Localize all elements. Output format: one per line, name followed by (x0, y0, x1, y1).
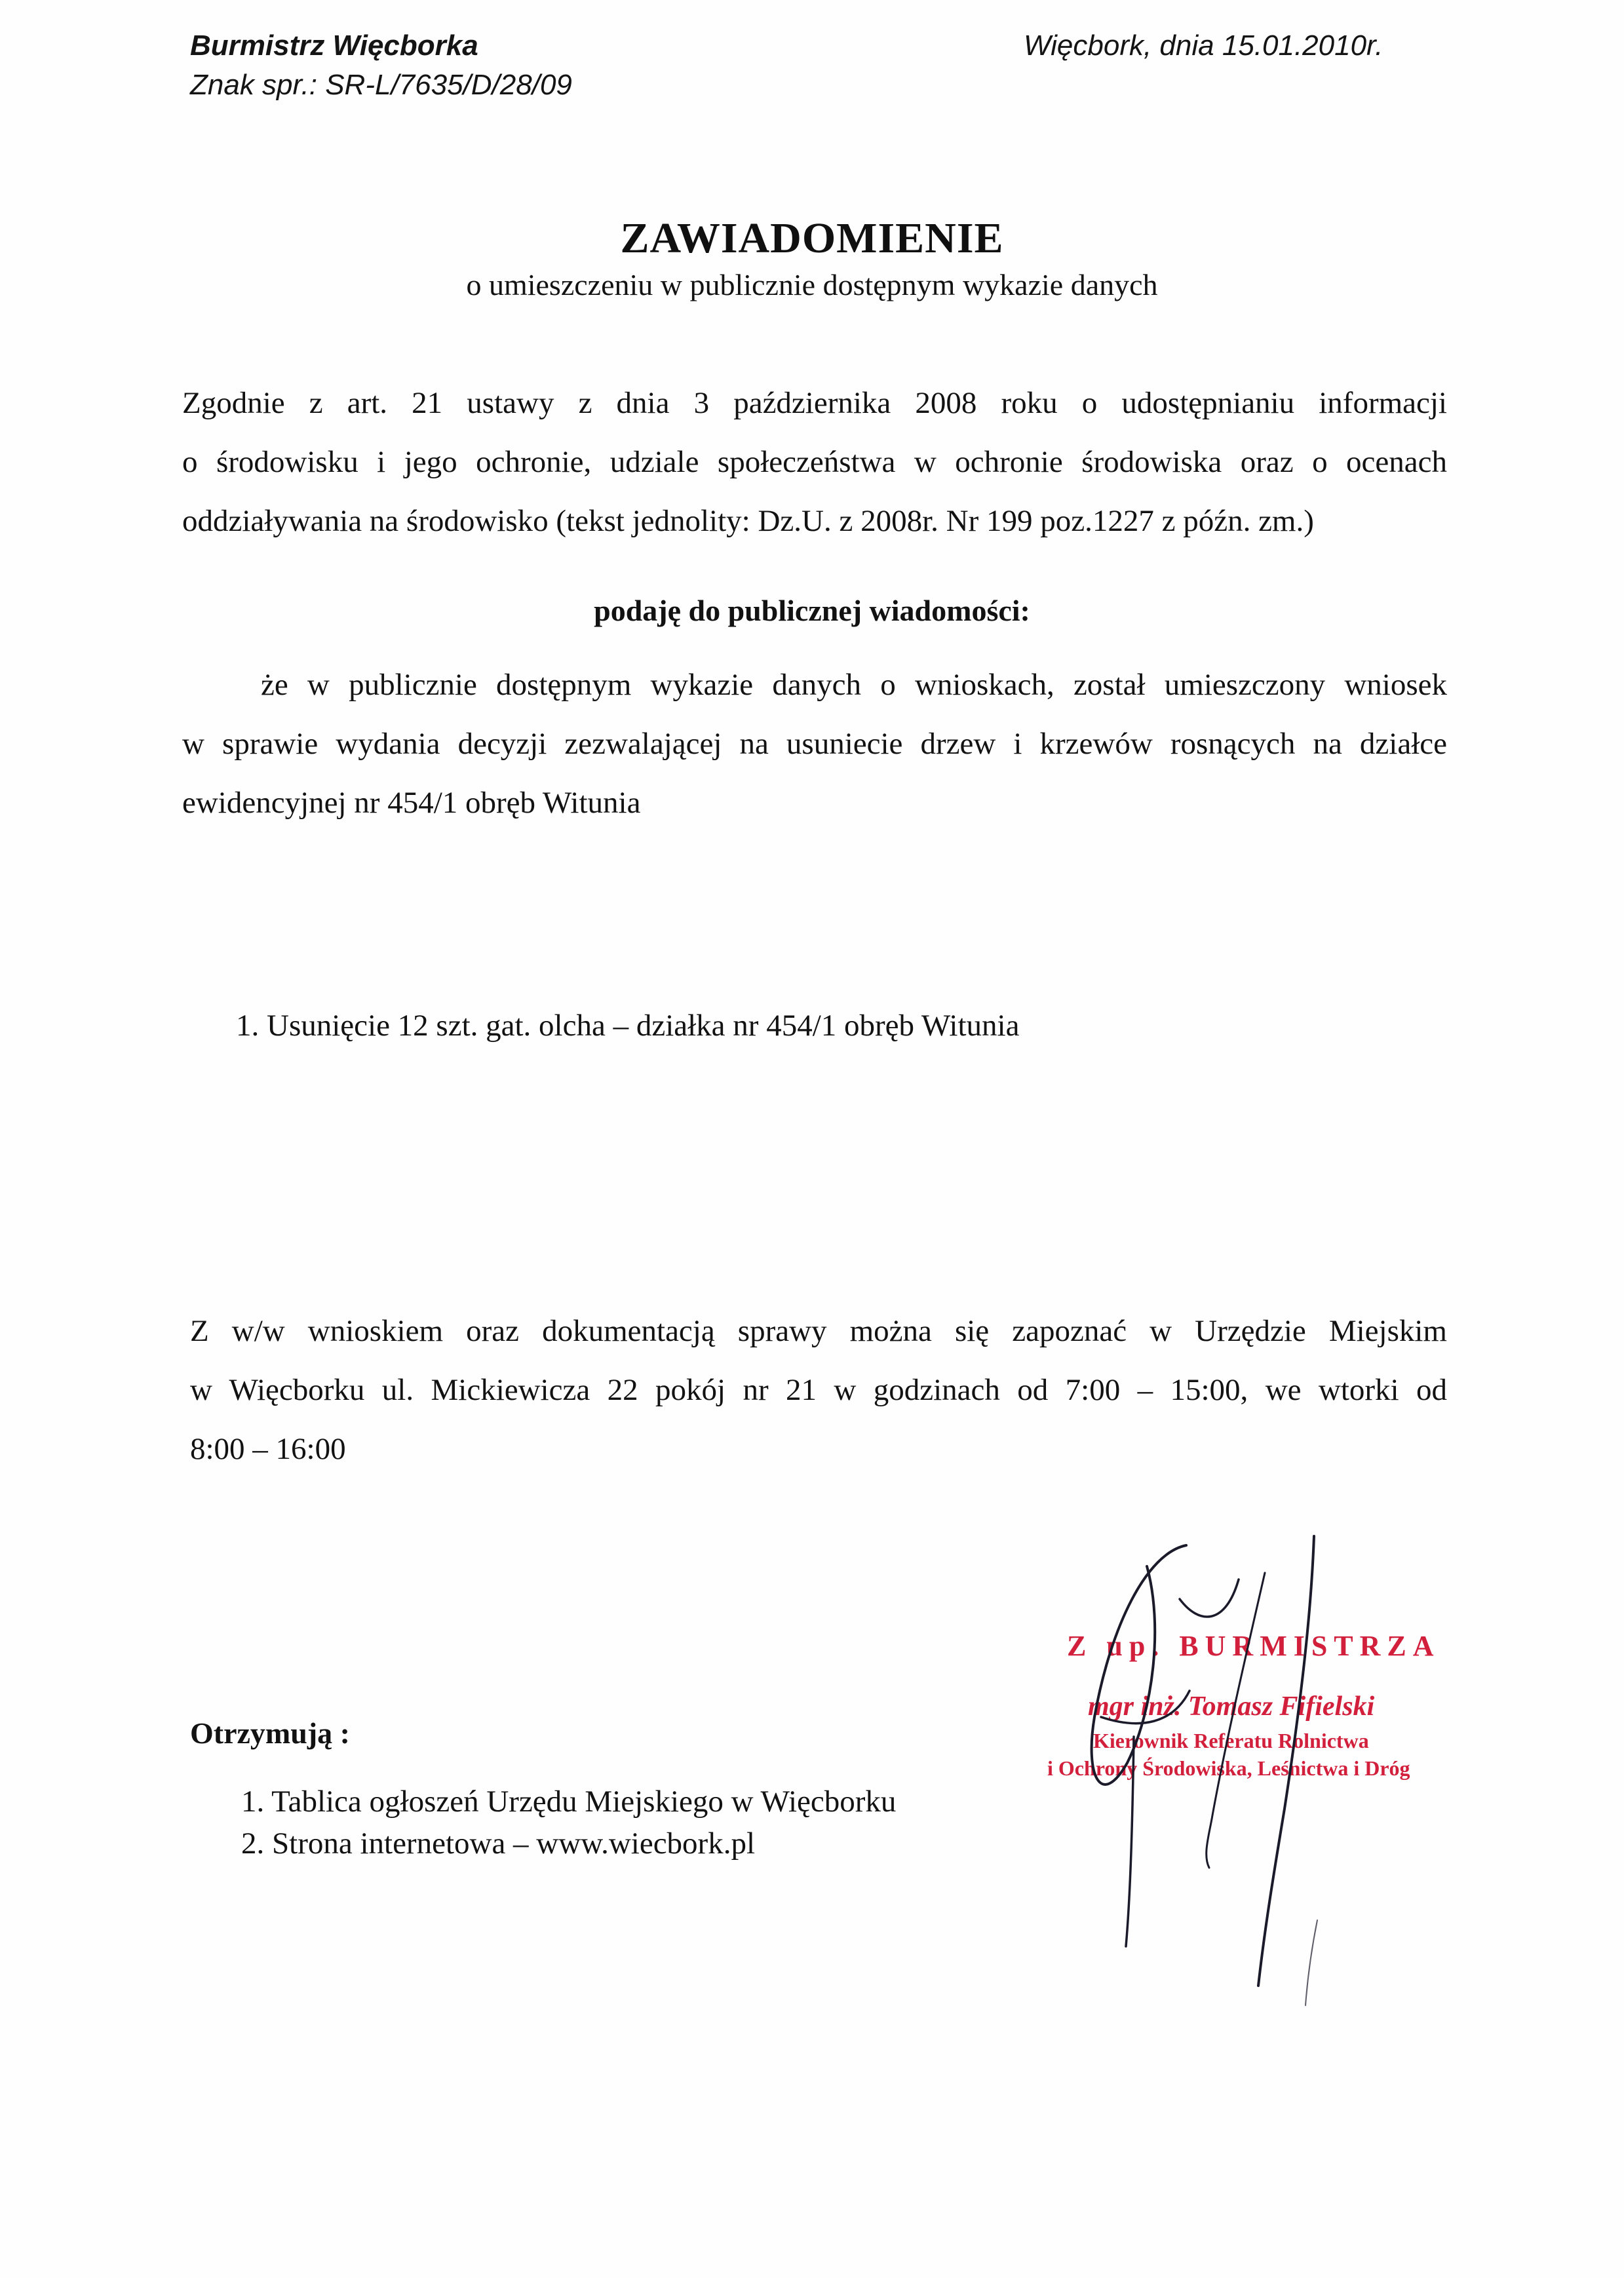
issuing-authority: Burmistrz Więcborka (190, 29, 478, 62)
handwritten-signature (1049, 1527, 1376, 2025)
case-reference: Znak spr.: SR-L/7635/D/28/09 (190, 69, 572, 101)
info-line: Z w/w wnioskiem oraz dokumentacją sprawy można się zapoznać w Urzędzie Miejskim (190, 1314, 1447, 1348)
list-item: 1. Usunięcie 12 szt. gat. olcha – działka nr 454/1 obręb Witunia (236, 1009, 1020, 1043)
official-stamp-title: Z up. BURMISTRZA (1067, 1630, 1440, 1662)
notice-line: ewidencyjnej nr 454/1 obręb Witunia (182, 786, 641, 820)
legal-basis-line: o środowisku i jego ochronie, udziale społeczeństwa w ochronie środowiska oraz o ocenach (182, 445, 1447, 479)
info-line: w Więcborku ul. Mickiewicza 22 pokój nr 21 w godzinach od 7:00 – 15:00, we wtorki od (190, 1373, 1447, 1407)
notice-line: że w publicznie dostępnym wykazie danych o wnioskach, został umieszczony wniosek (261, 668, 1447, 702)
announcement-heading: podaję do publicznej wiadomości: (594, 594, 1030, 627)
info-line: 8:00 – 16:00 (190, 1432, 346, 1466)
legal-basis-line: Zgodnie z art. 21 ustawy z dnia 3 października 2008 roku o udostępnianiu informacji (182, 386, 1447, 420)
notice-line: w sprawie wydania decyzji zezwalającej na usuniecie drzew i krzewów rosnących na działce (182, 727, 1447, 761)
info-paragraph (190, 1302, 1447, 1478)
legal-basis-line: oddziaływania na środowisko (tekst jednolity: Dz.U. z 2008r. Nr 199 poz.1227 z późn. zm.) (182, 504, 1314, 538)
recipients-heading: Otrzymują : (190, 1716, 350, 1750)
place-and-date: Więcbork, dnia 15.01.2010r. (1024, 29, 1383, 62)
official-stamp-name: mgr inż. Tomasz Fifielski (1088, 1691, 1375, 1722)
recipient-item: 1. Tablica ogłoszeń Urzędu Miejskiego w Więcborku (241, 1785, 897, 1819)
official-stamp-position: i Ochrony Środowiska, Leśnictwa i Dróg (1047, 1756, 1410, 1780)
legal-basis-paragraph (182, 374, 1447, 550)
notice-paragraph (182, 655, 1447, 832)
document-subtitle: o umieszczeniu w publicznie dostępnym wykazie danych (466, 268, 1158, 301)
document-title: ZAWIADOMIENIE (620, 214, 1004, 262)
recipient-item: 2. Strona internetowa – www.wiecbork.pl (241, 1826, 756, 1861)
official-stamp-position: Kierownik Referatu Rolnictwa (1093, 1729, 1369, 1752)
